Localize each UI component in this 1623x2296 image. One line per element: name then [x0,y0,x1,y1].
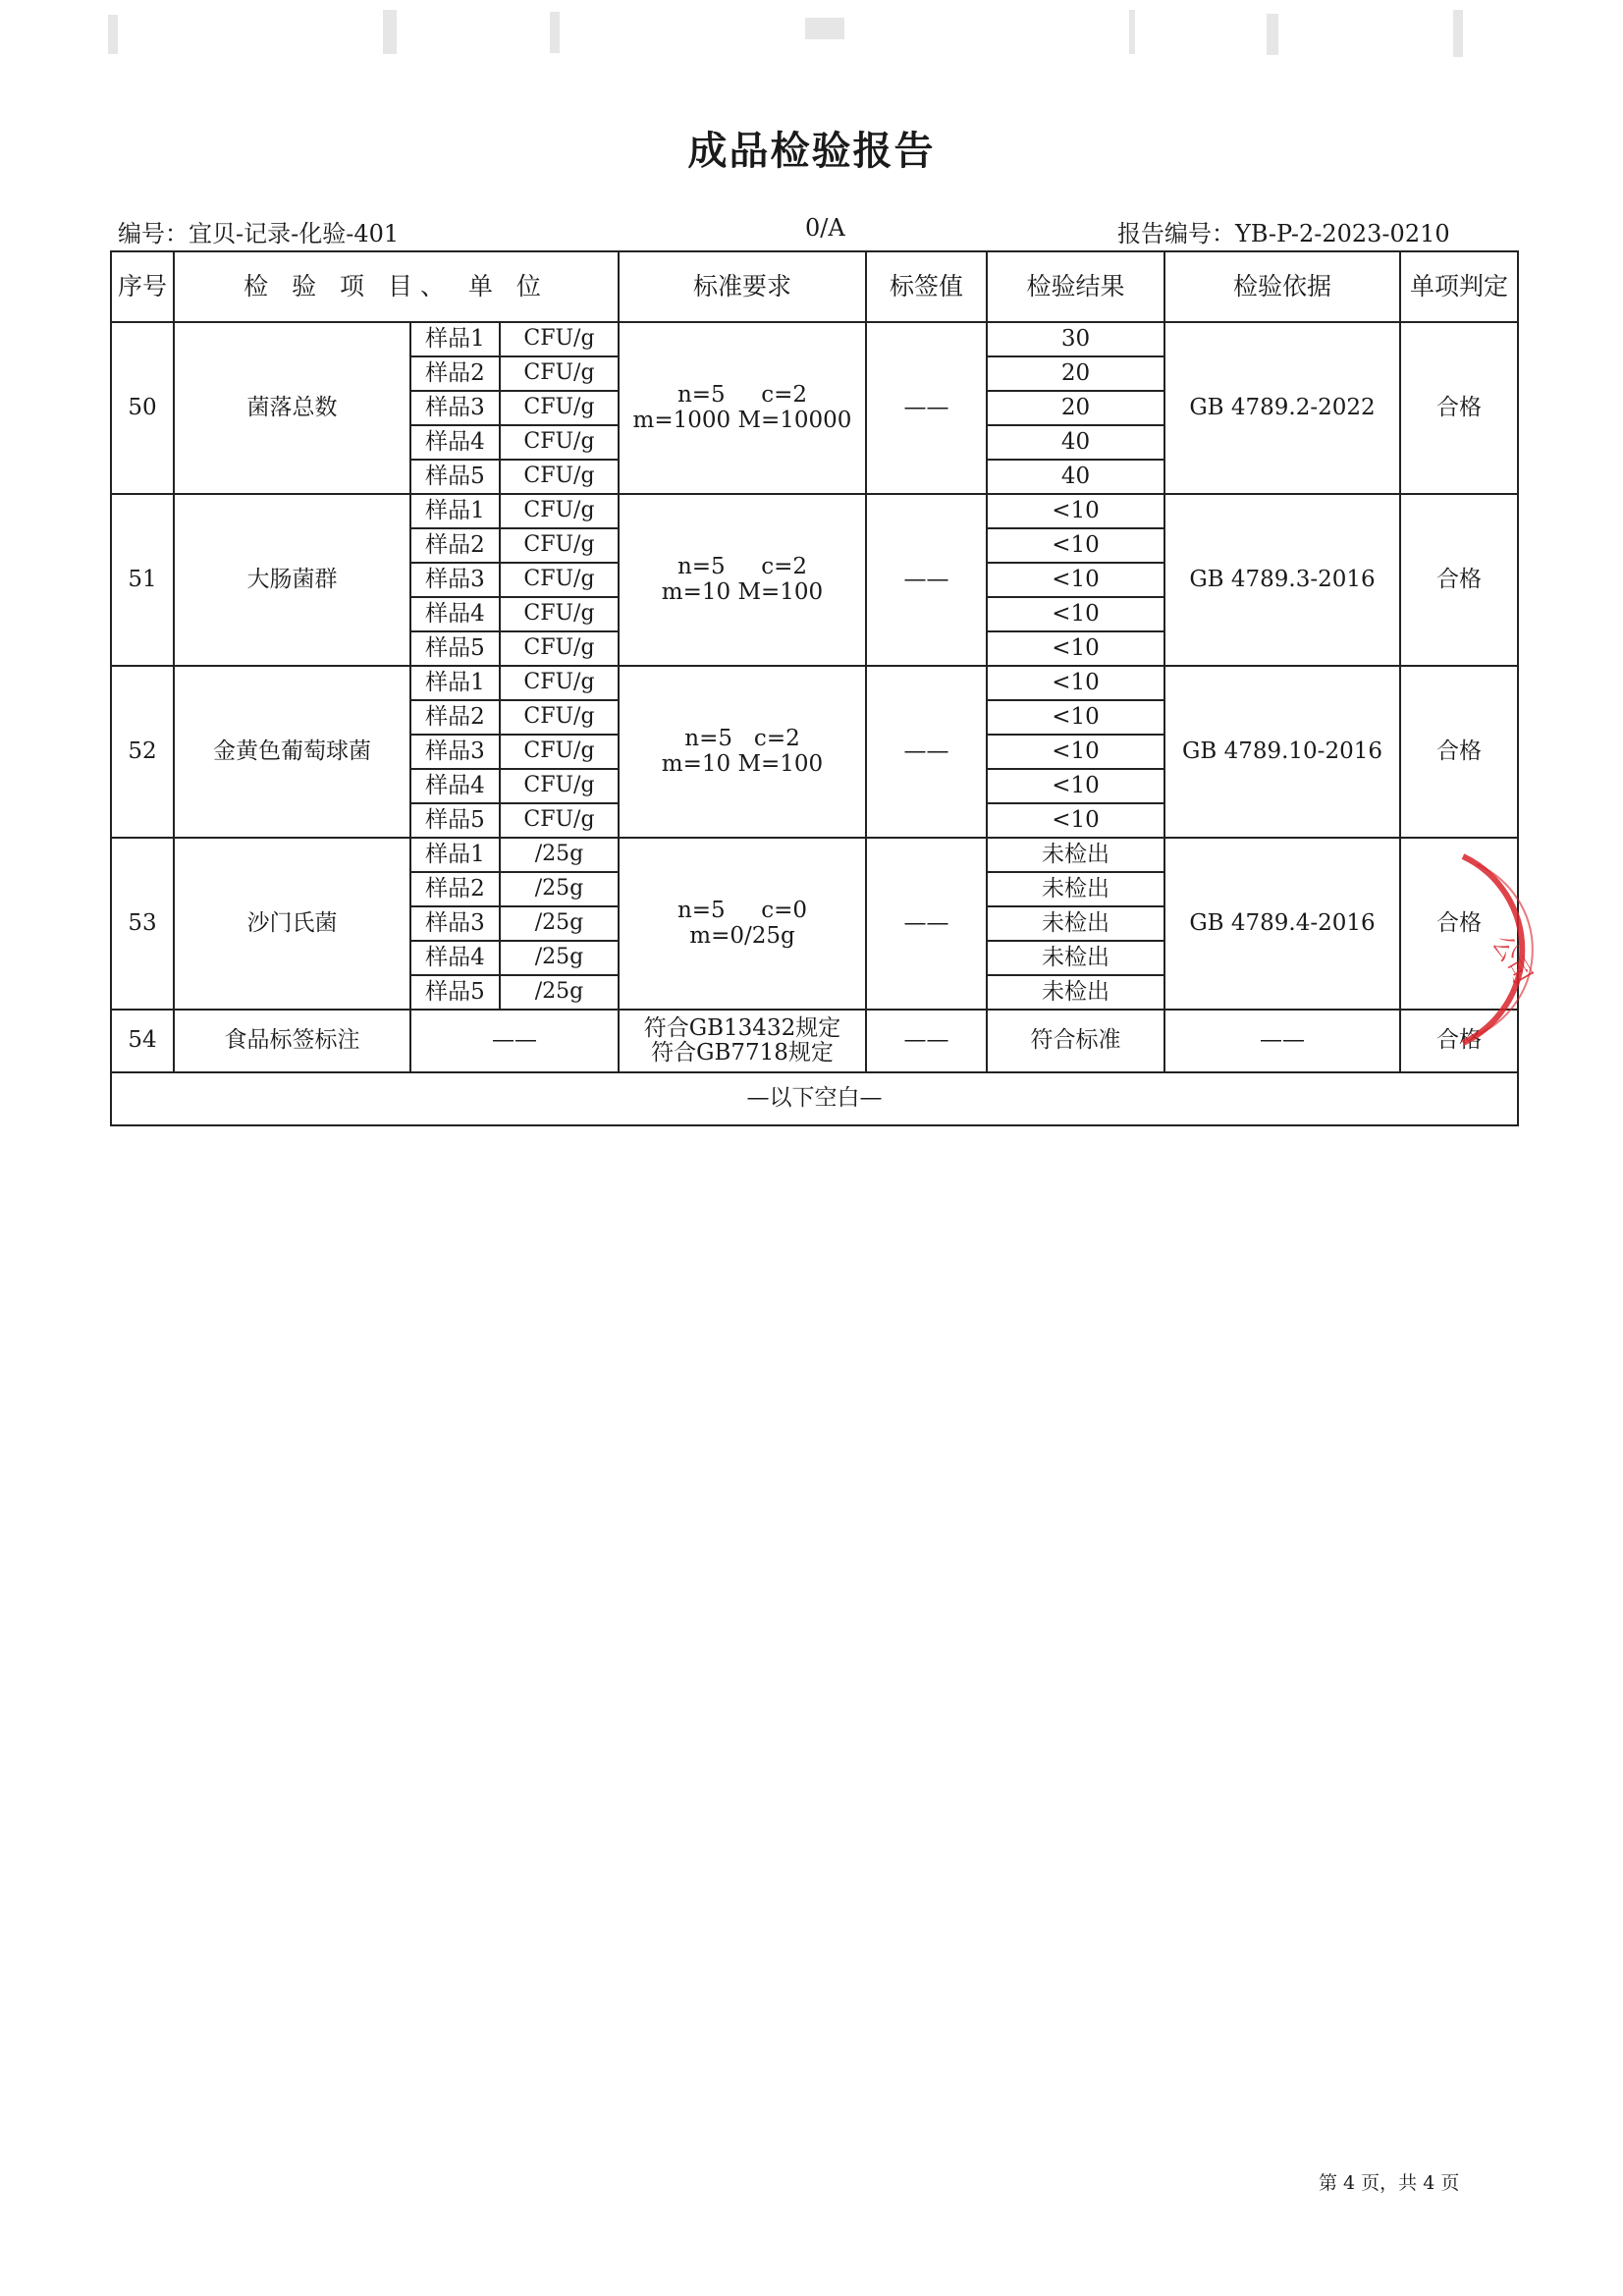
sample-cell: 样品4 [410,769,500,803]
unit-cell: CFU/g [500,597,619,631]
standard-cell [619,838,866,1010]
page-footer: 第 4 页，共 4 页 [1319,2172,1460,2194]
standard-line: m=10 M=100 [661,750,824,777]
version-code: 0/A [805,214,845,242]
result-cell: 20 [987,356,1164,391]
standard-line: m=1000 M=10000 [632,407,852,433]
unit-cell: /25g [500,838,619,872]
result-cell: 未检出 [987,975,1164,1010]
unit-cell: CFU/g [500,460,619,494]
standard-line: n=5 c=2 [676,382,808,409]
result-cell: <10 [987,700,1164,735]
standard-line: 符合GB13432规定 [643,1014,841,1041]
seq-cell: 50 [111,322,174,494]
sample-cell: 样品3 [410,906,500,941]
sample-cell: 样品5 [410,975,500,1010]
table-row [111,838,1518,872]
judgement-cell: 合格 [1400,494,1518,666]
unit-cell: /25g [500,941,619,975]
label-value-cell: —— [866,666,987,838]
report-title: 成品检验报告 [687,129,936,174]
sample-cell: 样品1 [410,322,500,356]
sample-cell: 样品2 [410,700,500,735]
sample-cell: 样品3 [410,563,500,597]
unit-cell: /25g [500,906,619,941]
result-cell: 40 [987,460,1164,494]
unit-cell: CFU/g [500,769,619,803]
record-number: 编号：宜贝-记录-化验-401 [118,220,400,247]
sample-cell: 样品4 [410,425,500,460]
sample-cell: 样品2 [410,356,500,391]
sample-cell: 样品3 [410,735,500,769]
standard-line: m=0/25g [689,922,795,949]
unit-cell: CFU/g [500,803,619,838]
standard-cell [619,1010,866,1072]
sample-cell: 样品5 [410,460,500,494]
unit-cell: CFU/g [500,528,619,563]
scan-bleed-marks [0,0,1623,69]
judgement-cell: 合格 [1400,1010,1518,1072]
unit-cell: CFU/g [500,356,619,391]
label-value-cell: —— [866,494,987,666]
label-value-cell: —— [866,838,987,1010]
standard-line: n=5 c=2 [676,554,808,580]
stamp-lettering: 公司 [1486,930,1538,990]
report-number: 报告编号：YB-P-2-2023-0210 [1117,220,1450,247]
standard-cell [619,494,866,666]
header-row [111,251,1518,322]
header-label-value: 标签值 [866,251,987,322]
result-cell: 40 [987,425,1164,460]
table-row [111,494,1518,528]
header-standard: 标准要求 [619,251,866,322]
unit-cell: CFU/g [500,735,619,769]
unit-cell: CFU/g [500,494,619,528]
result-cell: 符合标准 [987,1010,1164,1072]
result-cell: 20 [987,391,1164,425]
unit-cell: CFU/g [500,631,619,666]
unit-cell: /25g [500,975,619,1010]
result-cell: <10 [987,597,1164,631]
blank-note: —以下空白— [111,1072,1518,1125]
inspection-table [110,250,1519,1126]
sample-cell: 样品1 [410,838,500,872]
sample-cell: 样品2 [410,528,500,563]
standard-cell [619,322,866,494]
header-result: 检验结果 [987,251,1164,322]
unit-cell: /25g [500,872,619,906]
header-basis: 检验依据 [1164,251,1400,322]
result-cell: <10 [987,735,1164,769]
sample-cell: 样品3 [410,391,500,425]
standard-cell [619,666,866,838]
seq-cell: 52 [111,666,174,838]
sample-cell: 样品5 [410,803,500,838]
standard-line: m=10 M=100 [661,578,824,605]
unit-cell: CFU/g [500,700,619,735]
table-row [111,322,1518,356]
seq-cell: 53 [111,838,174,1010]
result-cell: 未检出 [987,872,1164,906]
unit-cell: CFU/g [500,391,619,425]
item-name-cell: 菌落总数 [174,322,410,494]
result-cell: <10 [987,666,1164,700]
blank-note-row [111,1072,1518,1125]
standard-line: 符合GB7718规定 [651,1040,834,1066]
sample-cell: 样品5 [410,631,500,666]
unit-cell: —— [410,1010,619,1072]
judgement-cell: 合格 [1400,666,1518,838]
standard-line: n=5 c=0 [676,898,808,924]
table-body [111,322,1518,1010]
result-cell: 未检出 [987,838,1164,872]
sample-cell: 样品1 [410,666,500,700]
sample-cell: 样品4 [410,941,500,975]
basis-cell: GB 4789.2-2022 [1164,322,1400,494]
unit-cell: CFU/g [500,322,619,356]
standard-line: n=5 c=2 [684,726,800,752]
item-name-cell: 金黄色葡萄球菌 [174,666,410,838]
company-seal-stamp [1443,847,1561,1053]
result-cell: 30 [987,322,1164,356]
unit-cell: CFU/g [500,563,619,597]
table-row [111,666,1518,700]
header-seq: 序号 [111,251,174,322]
header-item: 检 验 项 目、 单 位 [174,251,619,322]
sample-cell: 样品4 [410,597,500,631]
basis-cell: GB 4789.4-2016 [1164,838,1400,1010]
seq-cell: 51 [111,494,174,666]
result-cell: <10 [987,528,1164,563]
judgement-cell: 合格 [1400,838,1518,1010]
seq-cell: 54 [111,1010,174,1072]
result-cell: <10 [987,803,1164,838]
basis-cell: —— [1164,1010,1400,1072]
label-value-cell: —— [866,322,987,494]
result-cell: <10 [987,631,1164,666]
result-cell: 未检出 [987,941,1164,975]
sample-cell: 样品2 [410,872,500,906]
item-name-cell: 食品标签标注 [174,1010,410,1072]
result-cell: <10 [987,769,1164,803]
result-cell: 未检出 [987,906,1164,941]
label-value-cell: —— [866,1010,987,1072]
table-row [111,1010,1518,1072]
sample-cell: 样品1 [410,494,500,528]
judgement-cell: 合格 [1400,322,1518,494]
basis-cell: GB 4789.3-2016 [1164,494,1400,666]
unit-cell: CFU/g [500,666,619,700]
unit-cell: CFU/g [500,425,619,460]
basis-cell: GB 4789.10-2016 [1164,666,1400,838]
item-name-cell: 沙门氏菌 [174,838,410,1010]
header-judgement: 单项判定 [1400,251,1518,322]
result-cell: <10 [987,494,1164,528]
item-name-cell: 大肠菌群 [174,494,410,666]
result-cell: <10 [987,563,1164,597]
